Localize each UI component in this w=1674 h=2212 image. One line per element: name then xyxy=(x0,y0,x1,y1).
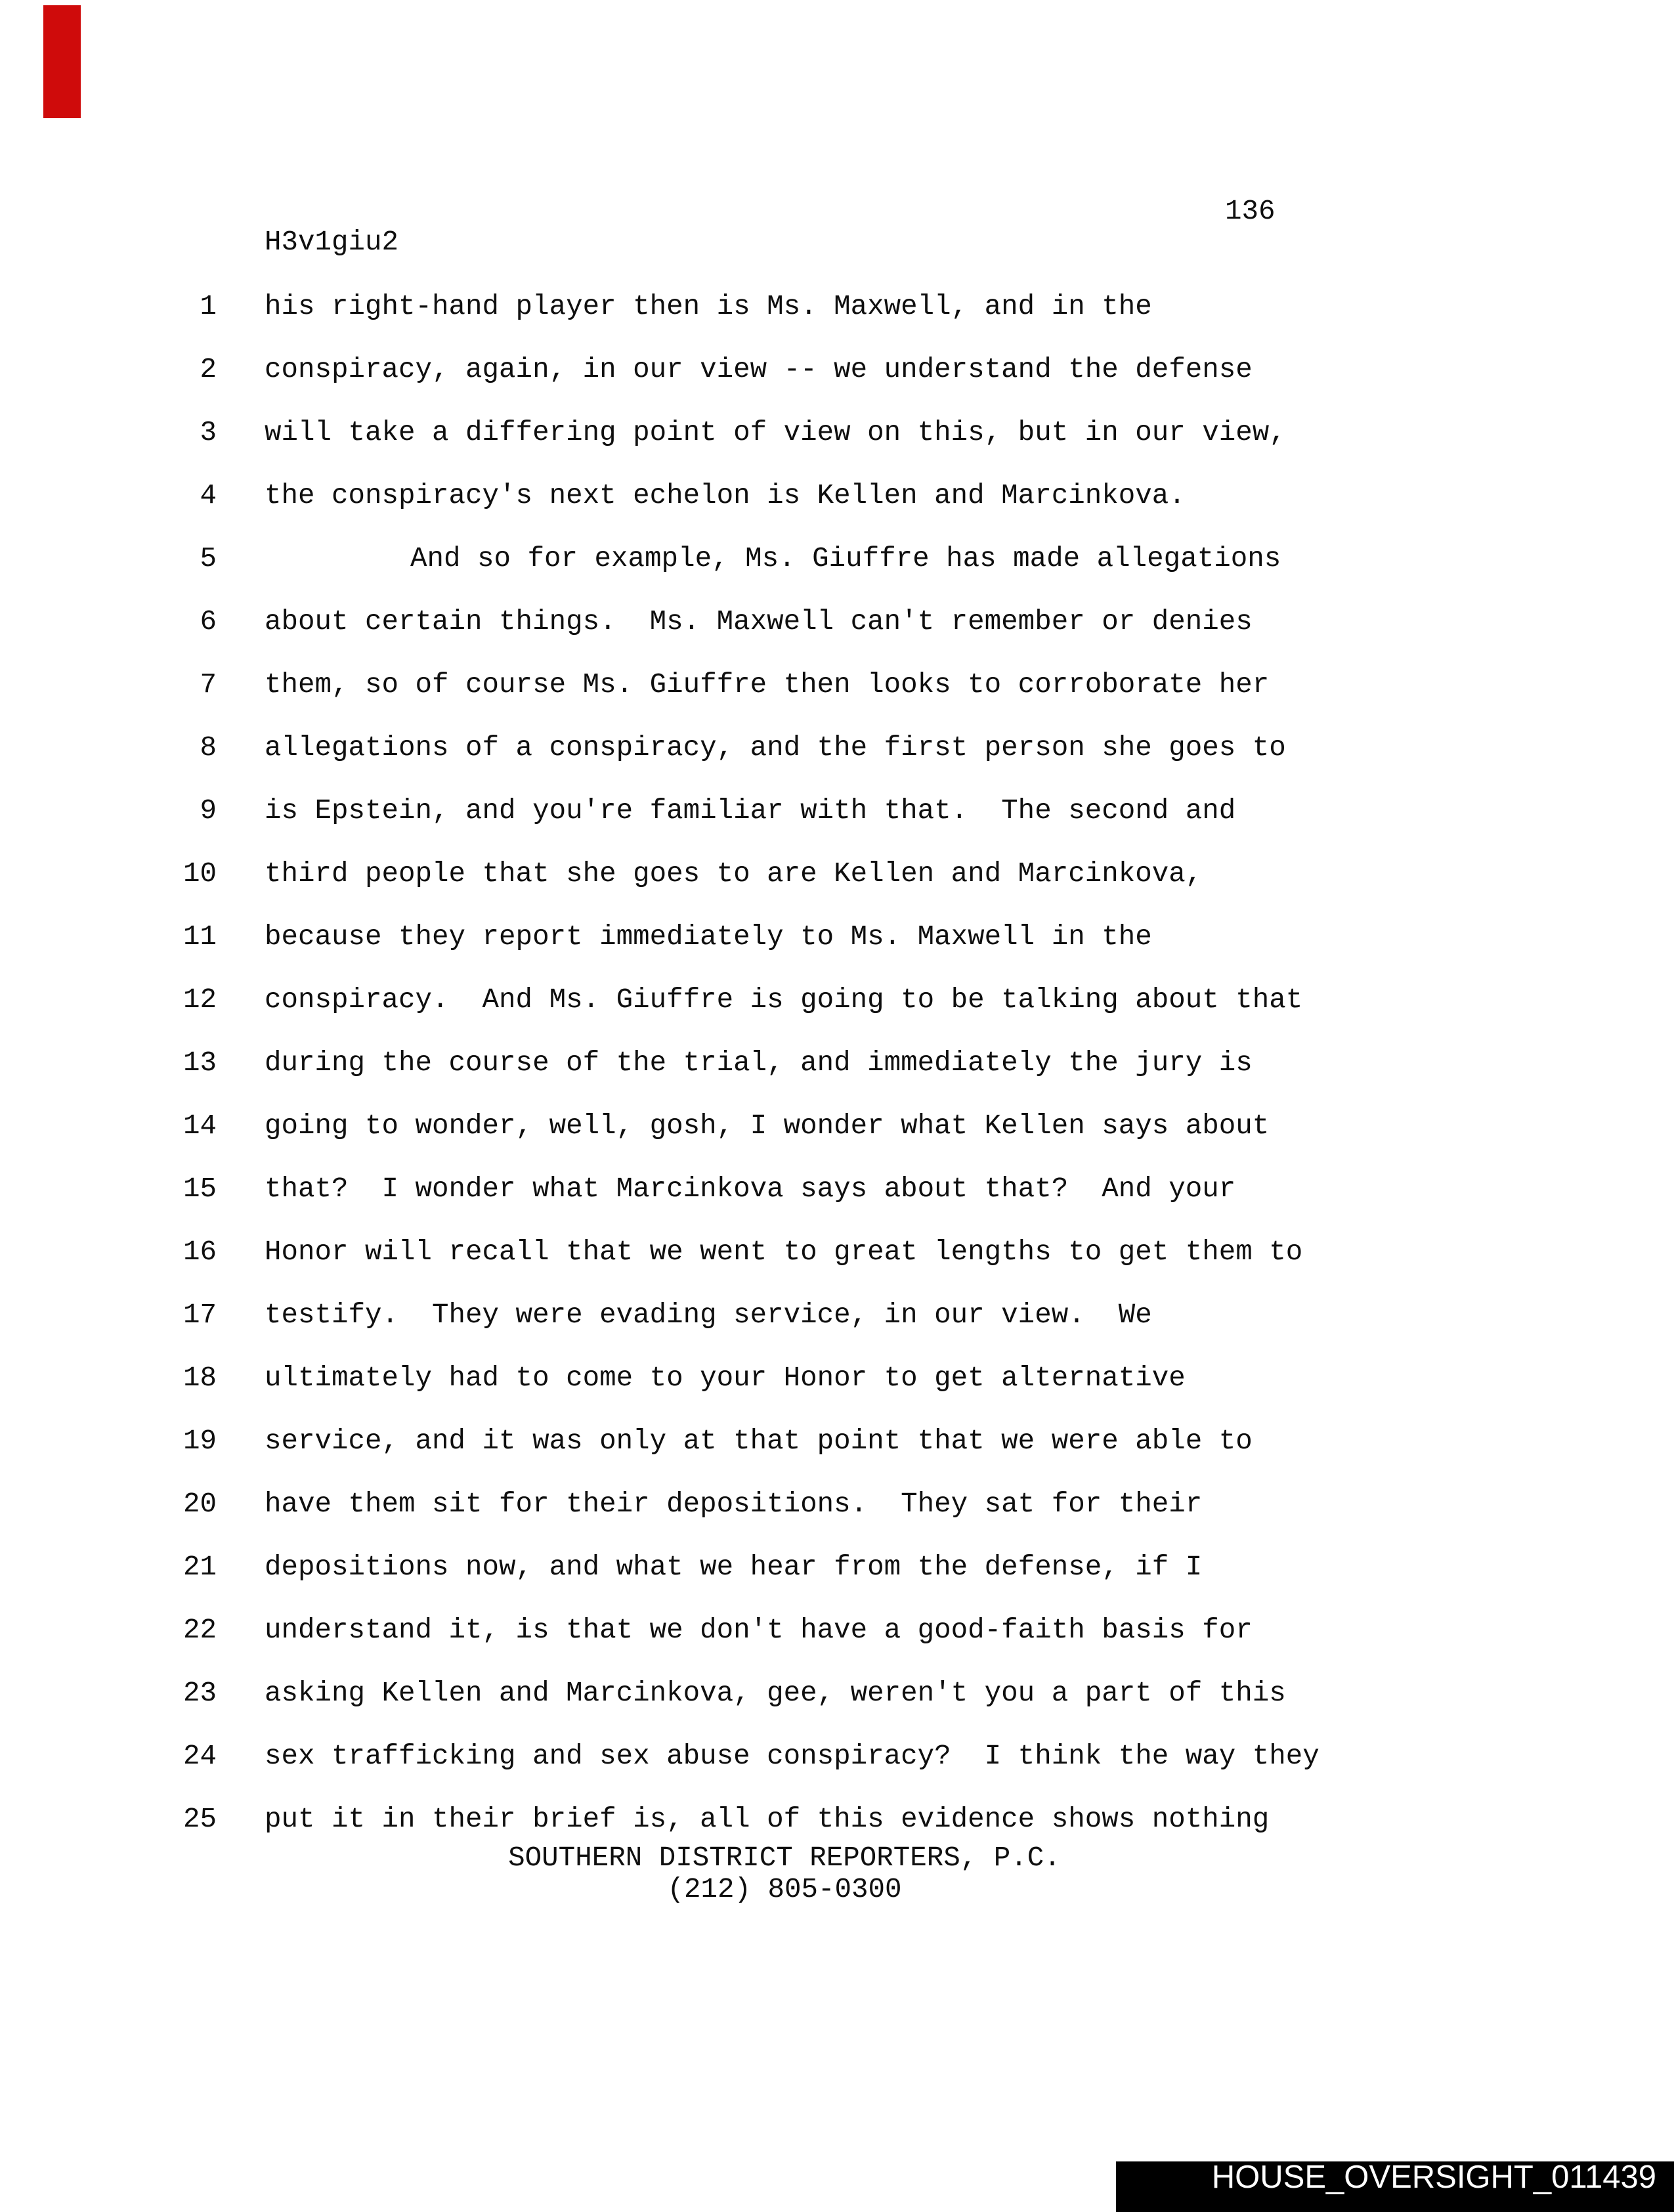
transcript-line xyxy=(0,464,1674,527)
line-text: them, so of course Ms. Giuffre then looks to corroborate her xyxy=(265,669,1270,701)
line-text: asking Kellen and Marcinkova, gee, weren't you a part of this xyxy=(265,1678,1286,1709)
line-number: 5 xyxy=(200,543,217,575)
transcript-line xyxy=(0,842,1674,905)
line-text: And so for example, Ms. Giuffre has made allegations xyxy=(410,543,1281,575)
line-number: 7 xyxy=(200,669,217,701)
reporter-footer xyxy=(253,1842,1316,1905)
line-number: 6 xyxy=(200,606,217,638)
line-number: 17 xyxy=(182,1299,217,1331)
line-text: ultimately had to come to your Honor to get alternative xyxy=(265,1362,1186,1394)
transcript-line xyxy=(0,716,1674,779)
line-number: 14 xyxy=(182,1110,217,1142)
line-text: conspiracy, again, in our view -- we understand the defense xyxy=(265,354,1253,385)
line-number: 16 xyxy=(182,1236,217,1268)
transcript-line xyxy=(0,1473,1674,1536)
line-number: 2 xyxy=(200,354,217,385)
line-number: 15 xyxy=(182,1173,217,1205)
transcript-line xyxy=(0,1284,1674,1347)
line-number: 12 xyxy=(182,984,217,1016)
line-number: 20 xyxy=(182,1488,217,1520)
line-number: 24 xyxy=(182,1741,217,1772)
line-text: testify. They were evading service, in our view. We xyxy=(265,1299,1152,1331)
line-text: conspiracy. And Ms. Giuffre is going to be talking about that xyxy=(265,984,1303,1016)
transcript-line xyxy=(0,401,1674,464)
reporter-name: SOUTHERN DISTRICT REPORTERS, P.C. xyxy=(508,1842,1061,1874)
line-number: 4 xyxy=(200,480,217,511)
transcript-line xyxy=(0,590,1674,653)
transcript-line xyxy=(0,1725,1674,1788)
transcript-line xyxy=(0,1031,1674,1095)
transcript-line xyxy=(0,1095,1674,1158)
transcript-line xyxy=(0,1347,1674,1410)
transcript-line xyxy=(0,968,1674,1031)
line-number: 11 xyxy=(182,921,217,953)
red-tab-mark xyxy=(43,5,81,118)
line-text: going to wonder, well, gosh, I wonder what Kellen says about xyxy=(265,1110,1270,1142)
line-text: Honor will recall that we went to great lengths to get them to xyxy=(265,1236,1303,1268)
line-text: have them sit for their depositions. They sat for their xyxy=(265,1488,1203,1520)
line-number: 18 xyxy=(182,1362,217,1394)
transcript-line xyxy=(0,1788,1674,1851)
line-number: 19 xyxy=(182,1425,217,1457)
transcript-lines xyxy=(0,275,1674,1851)
line-number: 25 xyxy=(182,1804,217,1835)
bates-stamp-label: HOUSE_OVERSIGHT_011439 xyxy=(1211,2159,1656,2195)
line-text: allegations of a conspiracy, and the first person she goes to xyxy=(265,732,1286,764)
transcript-id: H3v1giu2 xyxy=(265,227,399,258)
line-text: his right-hand player then is Ms. Maxwell, and in the xyxy=(265,291,1152,322)
line-number: 1 xyxy=(200,291,217,322)
line-number: 9 xyxy=(200,795,217,827)
line-text: the conspiracy's next echelon is Kellen and Marcinkova. xyxy=(265,480,1186,511)
bates-stamp-bar xyxy=(1116,2161,1674,2212)
transcript-line xyxy=(0,527,1674,590)
transcript-line xyxy=(0,1410,1674,1473)
line-text: depositions now, and what we hear from the defense, if I xyxy=(265,1551,1203,1583)
line-number: 22 xyxy=(182,1615,217,1646)
transcript-line xyxy=(0,1158,1674,1221)
line-number: 3 xyxy=(200,417,217,448)
transcript-line xyxy=(0,338,1674,401)
line-text: is Epstein, and you're familiar with that. The second and xyxy=(265,795,1236,827)
line-text: put it in their brief is, all of this evidence shows nothing xyxy=(265,1804,1270,1835)
line-text: service, and it was only at that point that we were able to xyxy=(265,1425,1253,1457)
reporter-phone: (212) 805-0300 xyxy=(667,1874,902,1905)
line-text: will take a differing point of view on this, but in our view, xyxy=(265,417,1286,448)
transcript-line xyxy=(0,905,1674,968)
transcript-line xyxy=(0,779,1674,842)
line-number: 8 xyxy=(200,732,217,764)
page-number: 136 xyxy=(1225,196,1276,227)
line-text: understand it, is that we don't have a good-faith basis for xyxy=(265,1615,1253,1646)
transcript-line xyxy=(0,275,1674,338)
line-text: that? I wonder what Marcinkova says about that? And your xyxy=(265,1173,1236,1205)
line-text: about certain things. Ms. Maxwell can't remember or denies xyxy=(265,606,1253,638)
line-number: 23 xyxy=(182,1678,217,1709)
transcript-line xyxy=(0,653,1674,716)
line-text: during the course of the trial, and immediately the jury is xyxy=(265,1047,1253,1079)
transcript-line xyxy=(0,1221,1674,1284)
line-number: 10 xyxy=(182,858,217,890)
line-text: because they report immediately to Ms. Maxwell in the xyxy=(265,921,1152,953)
line-text: sex trafficking and sex abuse conspiracy? I think the way they xyxy=(265,1741,1320,1772)
line-number: 21 xyxy=(182,1551,217,1583)
transcript-line xyxy=(0,1662,1674,1725)
transcript-line xyxy=(0,1536,1674,1599)
transcript-line xyxy=(0,1599,1674,1662)
line-text: third people that she goes to are Kellen and Marcinkova, xyxy=(265,858,1203,890)
line-number: 13 xyxy=(182,1047,217,1079)
